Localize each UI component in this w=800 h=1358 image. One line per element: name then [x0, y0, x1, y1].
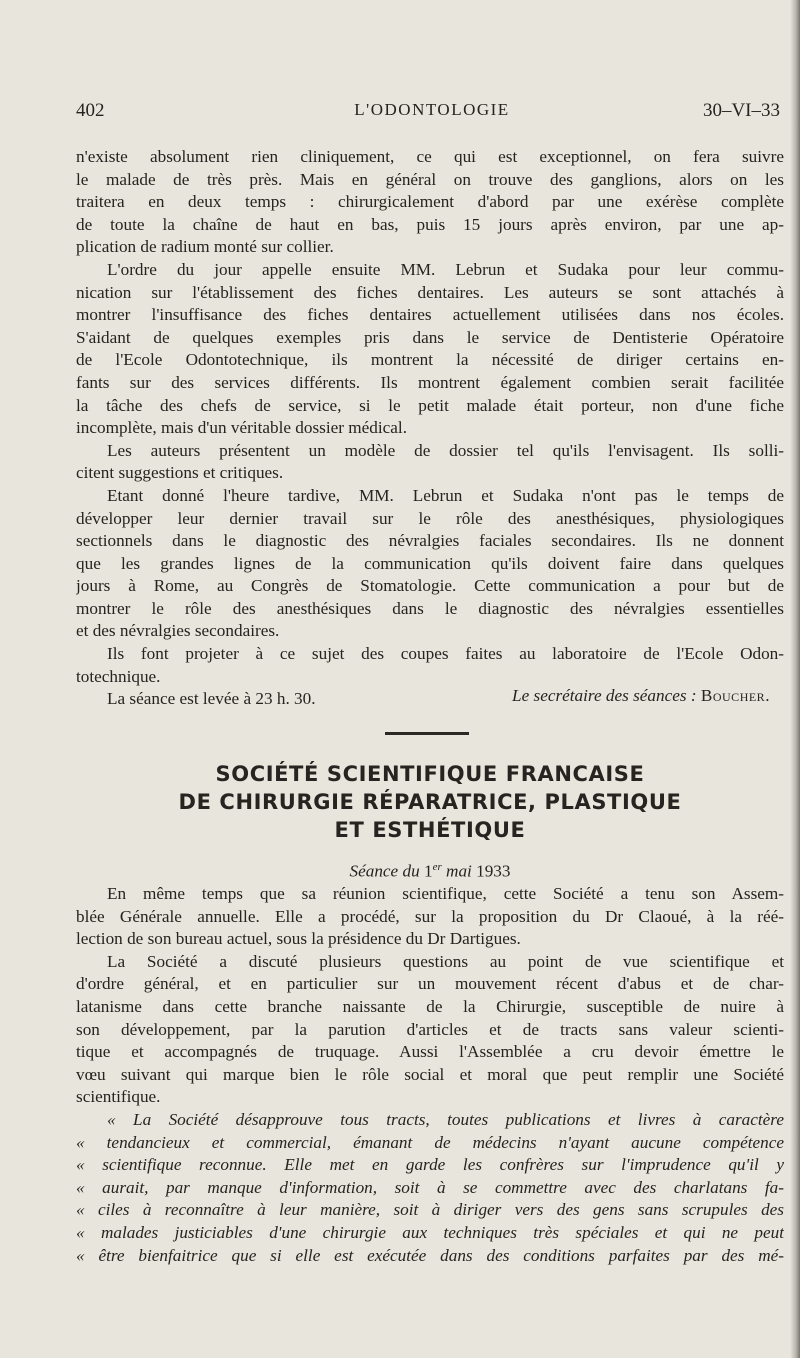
text-line: totechnique. [76, 666, 161, 686]
session-date [76, 856, 784, 883]
text-line: la tâche des chefs de service, si le petit malade était porteur, non d'une fiche [76, 395, 784, 415]
text-line: développer leur dernier travail sur le rôle des anesthésiques, physiologiques [76, 508, 784, 528]
minutes-text [76, 146, 784, 711]
section-title-line: SOCIÉTÉ SCIENTIFIQUE FRANCAISE [215, 762, 645, 786]
text-line: citent suggestions et critiques. [76, 463, 284, 483]
text-line: et des névralgies secondaires. [76, 621, 280, 641]
text-line: Etant donné l'heure tardive, MM. Lebrun et Sudaka n'ont pas le temps de [107, 485, 784, 505]
session-day: 1 [423, 861, 433, 881]
signature-label: Le secrétaire des séances : [512, 686, 697, 705]
quote-line: « malades justiciables d'une chirurgie aux techniques très spéciales et qui ne peut [76, 1222, 784, 1242]
text-line: S'aidant de quelques exemples pris dans le service de Dentisterie Opératoire [76, 327, 784, 347]
text-line: Ils font projeter à ce sujet des coupes faites au laboratoire de l'Ecole Odon- [107, 644, 784, 664]
issue-date: 30–VI–33 [702, 100, 780, 121]
session-year: 1933 [476, 861, 511, 881]
session-prefix: Séance du [349, 861, 420, 881]
section-title [76, 760, 784, 844]
text-line: En même temps que sa réunion scientifique, cette Société a tenu son Assem- [107, 884, 784, 903]
text-line: n'existe absolument rien cliniquement, ce qui est exceptionnel, on fera suivre [76, 147, 784, 166]
text-line: son développement, par la parution d'articles et de tracts sans valeur scienti- [76, 1019, 784, 1039]
text-line: jours à Rome, au Congrès de Stomatologie. Cette communication a pour but de [76, 576, 784, 596]
text-line: montrer l'insuffisance des fiches dentaires actuellement utilisées dans nos écoles. [76, 305, 784, 325]
text-line: traitera en deux temps : chirurgicalement d'abord par une exérèse complète [76, 192, 784, 212]
quote-line: « La Société désapprouve tous tracts, toutes publications et livres à caractère [107, 1109, 784, 1129]
text-line: La séance est levée à 23 h. 30. [107, 689, 316, 709]
text-line: que les grandes lignes de la communication qu'ils doivent faire dans quelques [76, 553, 784, 573]
text-line: tique et accompagnés de truquage. Aussi l'Assemblée a cru devoir émettre le [76, 1042, 784, 1062]
text-line: scientifique. [76, 1087, 161, 1107]
text-line: fants sur des services différents. Ils montrent également combien serait facilitée [76, 372, 784, 392]
signature-name: Boucher. [700, 686, 770, 705]
text-line: de toute la chaîne de haut en bas, puis 15 jours après environ, par une ap- [76, 214, 784, 234]
text-line: nication sur l'établissement des fiches dentaires. Les auteurs se sont attachés à [76, 282, 784, 302]
text-line: d'ordre général, et en particulier sur un mouvement récent d'abus et de char- [76, 974, 784, 994]
quote-line: « aurait, par manque d'information, soit à se commettre avec des charlatans fa- [76, 1177, 784, 1197]
text-line: sectionnels dans le diagnostic des névralgies faciales secondaires. Ils ne donnent [76, 531, 784, 551]
text-line: Les auteurs présentent un modèle de dossier tel qu'ils l'envisagent. Ils solli- [107, 440, 784, 460]
running-header [76, 100, 788, 126]
text-line: latanisme dans cette branche naissante de la Chirurgie, susceptible de nuire à [76, 996, 784, 1016]
quote-line: « tendancieux et commercial, émanant de médecins n'ayant aucune compétence [76, 1132, 784, 1152]
session-month: mai [446, 861, 472, 881]
section-divider [385, 732, 469, 735]
quote-line: « être bienfaitrice que si elle est exécutée dans des conditions parfaites par des mé- [76, 1245, 784, 1265]
text-line: L'ordre du jour appelle ensuite MM. Lebrun et Sudaka pour leur commu- [107, 259, 784, 279]
text-line: incomplète, mais d'un véritable dossier médical. [76, 418, 407, 438]
text-line: montrer le rôle des anesthésiques dans le diagnostic des névralgies essentielles [76, 598, 784, 618]
text-line: le malade de très près. Mais en général on trouve des ganglions, alors on les [76, 169, 784, 189]
text-line: plication de radium monté sur collier. [76, 237, 334, 257]
text-line: de l'Ecole Odontotechnique, ils montrent la nécessité de diriger certains en- [76, 350, 784, 370]
session-day-sup: er [432, 861, 442, 873]
quote-line: « ciles à reconnaître à leur manière, soit à diriger vers des gens sans scrupules des [76, 1200, 784, 1220]
section-title-line: ET ESTHÉTIQUE [334, 818, 526, 842]
book-spine-shadow [790, 0, 800, 1358]
quote-line: « scientifique reconnue. Elle met en garde les confrères sur l'imprudence qu'il y [76, 1155, 784, 1175]
text-line: blée Générale annuelle. Elle a procédé, sur la proposition du Dr Claoué, à la réé- [76, 906, 784, 926]
society-report-text [76, 883, 784, 1267]
text-line: lection de son bureau actuel, sous la présidence du Dr Dartigues. [76, 929, 521, 949]
journal-title: L'ODONTOLOGIE [354, 100, 510, 119]
text-line: La Société a discuté plusieurs questions au point de vue scientifique et [107, 951, 784, 971]
text-line: vœu suivant qui marque bien le rôle social et moral que peut remplir une Société [76, 1064, 784, 1084]
page-number: 402 [76, 100, 105, 121]
secretary-signature [76, 685, 770, 707]
section-title-line: DE CHIRURGIE RÉPARATRICE, PLASTIQUE [178, 790, 682, 814]
